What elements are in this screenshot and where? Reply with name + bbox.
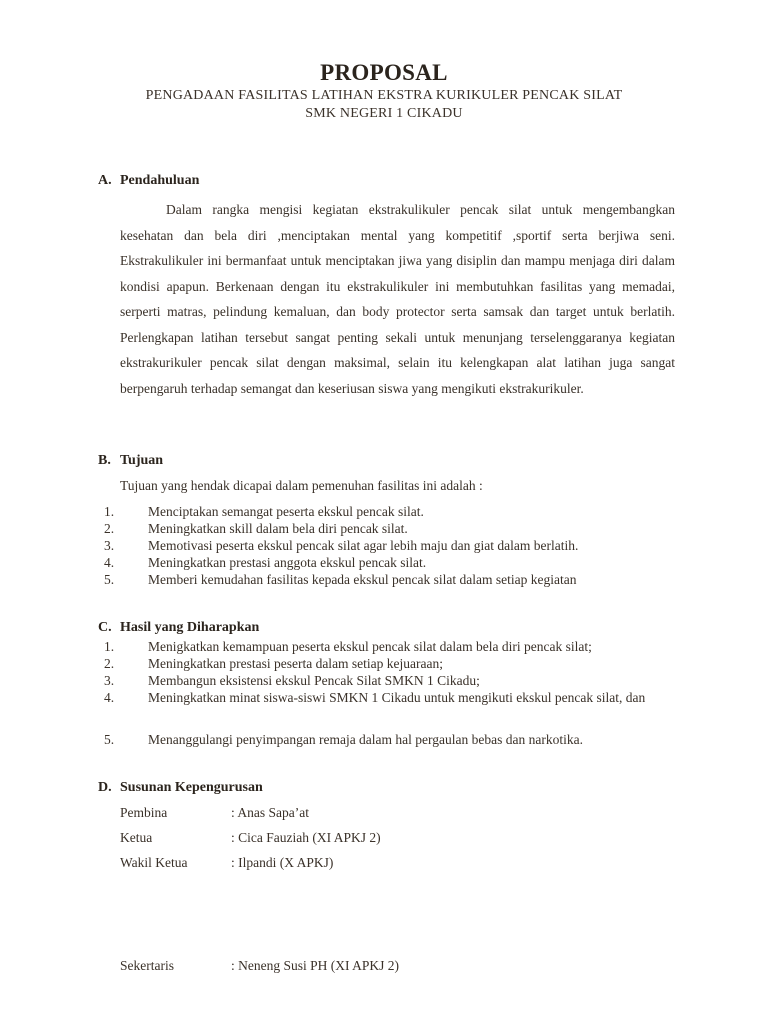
list-text: Meningkatkan skill dalam bela diri pencak silat. <box>148 521 408 536</box>
list-number: 1. <box>104 504 115 519</box>
list-item <box>104 571 679 588</box>
section-c-heading <box>98 620 259 636</box>
list-item <box>104 503 679 520</box>
section-b-letter: B. <box>98 453 111 468</box>
list-item <box>104 537 679 554</box>
document-title: PROPOSAL <box>320 60 448 85</box>
list-text: Menanggulangi penyimpangan remaja dalam hal pergaulan bebas dan narkotika. <box>148 732 583 747</box>
list-number: 2. <box>104 656 115 671</box>
section-b-title: Tujuan <box>120 453 164 468</box>
list-item <box>104 554 679 571</box>
list-number: 3. <box>104 673 115 688</box>
section-b-heading <box>98 453 163 469</box>
org-role-value: : Neneng Susi PH (XI APKJ 2) <box>231 958 400 973</box>
list-item <box>104 520 679 537</box>
list-item <box>104 655 679 672</box>
list-text: Memotivasi peserta ekskul pencak silat agar lebih maju dan giat dalam berlatih. <box>148 538 579 553</box>
section-a-heading <box>98 173 199 189</box>
org-role-label: Wakil Ketua <box>120 855 188 870</box>
section-a-paragraph <box>120 197 675 401</box>
list-number: 4. <box>104 555 115 570</box>
list-text: Membangun eksistensi ekskul Pencak Silat SMKN 1 Cikadu; <box>148 673 480 688</box>
list-item <box>104 689 679 731</box>
org-role-label: Ketua <box>120 830 153 845</box>
org-role-value: : Ilpandi (X APKJ) <box>231 855 334 870</box>
section-c-title: Hasil yang Diharapkan <box>120 620 260 635</box>
section-c-list <box>104 638 679 748</box>
list-text: Memberi kemudahan fasilitas kepada ekskul pencak silat dalam setiap kegiatan <box>148 572 577 587</box>
list-item <box>104 731 679 748</box>
section-c-letter: C. <box>98 620 112 635</box>
list-number: 5. <box>104 572 115 587</box>
section-d-letter: D. <box>98 780 112 795</box>
list-number: 2. <box>104 521 115 536</box>
list-text: Menigkatkan kemampuan peserta ekskul pencak silat dalam bela diri pencak silat; <box>148 639 592 654</box>
section-a-title: Pendahuluan <box>120 173 200 188</box>
document-subtitle-line1: PENGADAAN FASILITAS LATIHAN EKSTRA KURIKULER PENCAK SILAT <box>145 88 623 103</box>
list-item <box>104 638 679 655</box>
list-number: 5. <box>104 732 115 747</box>
org-role-label: Sekertaris <box>120 958 174 973</box>
section-b-intro: Tujuan yang hendak dicapai dalam pemenuhan fasilitas ini adalah : <box>120 478 483 493</box>
list-number: 1. <box>104 639 115 654</box>
list-text: Meningkatkan minat siswa-siswi SMKN 1 Cikadu untuk mengikuti ekskul pencak silat, dan <box>148 690 646 705</box>
section-d-title: Susunan Kepengurusan <box>120 780 263 795</box>
list-text: Meningkatkan prestasi anggota ekskul pencak silat. <box>148 555 427 570</box>
section-d-heading <box>98 780 263 796</box>
section-a-paragraph-text: Dalam rangka mengisi kegiatan ekstrakulikuler pencak silat untuk mengembangkan kesehatan dan bela diri ,menciptakan mental yang kompetitif ,sportif serta berjiwa seni. Ekstrakulikuler ini bermanfaat untuk menciptakan jiwa yang disiplin dan mampu menjaga diri dalam kondisi apapun. Berkenaan dengan itu ekstrakulikuler ini membutuhkan fasilitas yang memadai, serperti matras, pelindung kemaluan, dan body protector serta samsak dan target untuk berlatih. Perlengkapan latihan tersebut sangat penting sekali untuk menunjang terselenggaranya kegiatan ekstrakurikuler pencak silat dengan maksimal, selain itu kelengkapan alat latihan juga sangat berpengaruh terhadap semangat dan keseriusan siswa yang mengikuti ekstrakurikuler. <box>120 202 675 396</box>
list-number: 4. <box>104 690 115 705</box>
org-role-value: : Anas Sapa’at <box>231 805 309 820</box>
section-b-list <box>104 503 679 588</box>
list-text: Meningkatkan prestasi peserta dalam setiap kejuaraan; <box>148 656 444 671</box>
list-text: Menciptakan semangat peserta ekskul pencak silat. <box>148 504 424 519</box>
document-subtitle-line2: SMK NEGERI 1 CIKADU <box>305 106 463 121</box>
org-role-label: Pembina <box>120 805 168 820</box>
list-number: 3. <box>104 538 115 553</box>
section-a-letter: A. <box>98 173 112 188</box>
org-role-value: : Cica Fauziah (XI APKJ 2) <box>231 830 381 845</box>
